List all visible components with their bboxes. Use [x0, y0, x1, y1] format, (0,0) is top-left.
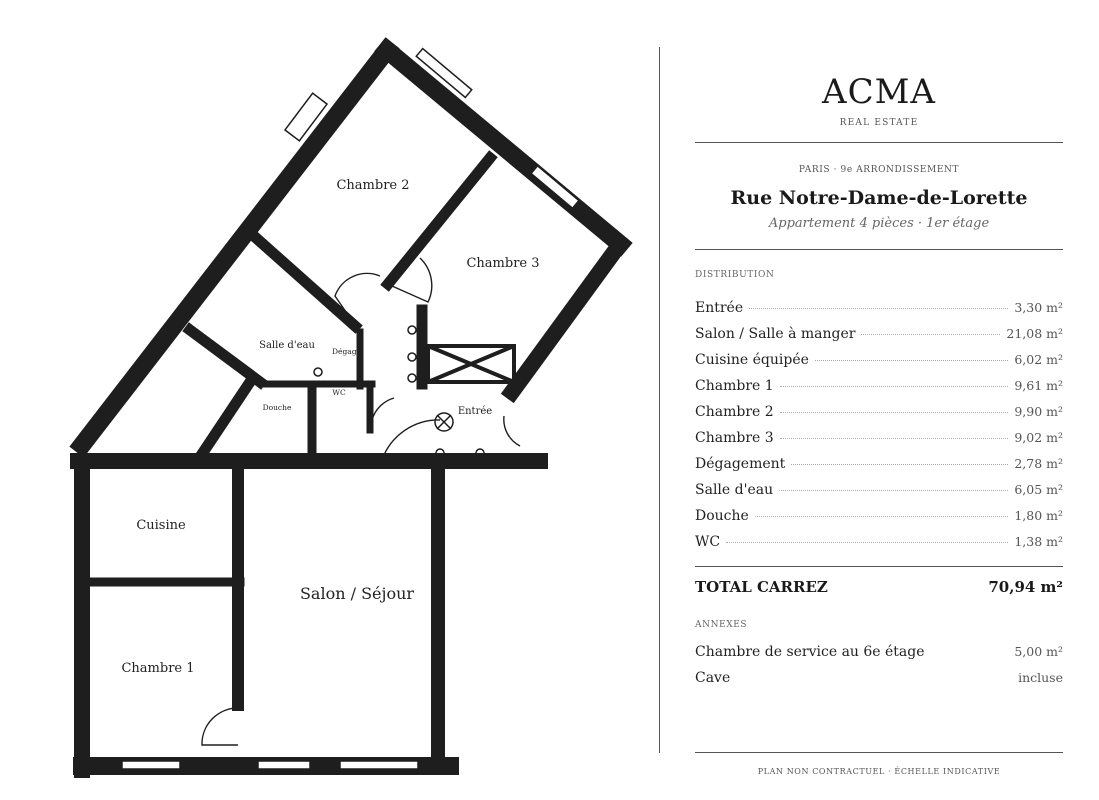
leader-dots: [861, 334, 1000, 335]
leader-dots: [780, 438, 1009, 439]
room-value: 9,90 m²: [1014, 404, 1063, 419]
total-value: 70,94 m²: [988, 578, 1063, 596]
brand-name: ACMA: [822, 72, 936, 112]
label-salle-eau: Salle d'eau: [259, 340, 315, 351]
room-value: 6,05 m²: [1014, 482, 1063, 497]
leader-dots: [780, 412, 1009, 413]
leader-dots: [791, 464, 1008, 465]
annex-row: [695, 644, 1063, 660]
room-label: Salle d'eau: [695, 482, 774, 498]
leader-dots: [749, 308, 1008, 309]
room-row: [695, 352, 1063, 372]
room-value: 1,80 m²: [1014, 508, 1063, 523]
annexes-heading: ANNEXES: [695, 620, 748, 630]
room-value: 9,61 m²: [1014, 378, 1063, 393]
room-label: Salon / Salle à manger: [695, 326, 856, 342]
leader-dots: [780, 386, 1009, 387]
rule-mid: [695, 249, 1063, 250]
distribution-heading: DISTRIBUTION: [695, 270, 775, 280]
annex-label: Chambre de service au 6e étage: [695, 644, 925, 660]
label-salon: Salon / Séjour: [299, 584, 415, 603]
room-row: [695, 404, 1063, 424]
annex-row: [695, 670, 1063, 686]
room-label: Douche: [695, 508, 749, 524]
rule-top: [695, 142, 1063, 143]
room-label: Chambre 2: [695, 404, 774, 420]
door-palier: [504, 416, 520, 446]
total-row: [695, 578, 1063, 596]
room-value: 3,30 m²: [1014, 300, 1063, 315]
label-degagt: Dégagt.: [332, 347, 362, 356]
label-chambre3: Chambre 3: [466, 256, 540, 271]
outlet-3: [408, 374, 416, 382]
label-douche: Douche: [262, 403, 292, 412]
room-row: [695, 508, 1063, 528]
room-value: 9,02 m²: [1014, 430, 1063, 445]
annex-label: Cave: [695, 670, 731, 686]
outlet-2: [408, 353, 416, 361]
footer-note: PLAN NON CONTRACTUEL · ÉCHELLE INDICATIVE: [757, 767, 1001, 776]
room-row: [695, 430, 1063, 450]
label-wc: WC: [332, 388, 346, 397]
wall-douche-left: [198, 385, 248, 460]
apartment-subtitle: Appartement 4 pièces · 1er étage: [768, 216, 990, 231]
location: PARIS · 9e ARRONDISSEMENT: [798, 165, 960, 175]
room-label: Chambre 3: [695, 430, 774, 446]
room-label: Chambre 1: [695, 378, 774, 394]
room-label: WC: [695, 534, 721, 550]
wall-sde-left: [190, 330, 260, 382]
rule-bottom: [695, 752, 1063, 753]
label-chambre1: Chambre 1: [121, 661, 195, 676]
outlet-6: [314, 368, 322, 376]
outlet-1: [408, 326, 416, 334]
annex-value: 5,00 m²: [1014, 644, 1063, 659]
room-label: Dégagement: [695, 456, 786, 472]
leader-dots: [755, 516, 1009, 517]
info-panel: [695, 0, 1063, 800]
room-row: [695, 482, 1063, 502]
door-wc: [372, 398, 394, 420]
rule-total: [695, 566, 1063, 567]
label-chambre2: Chambre 2: [336, 178, 410, 193]
room-value: 2,78 m²: [1014, 456, 1063, 471]
annex-value: incluse: [1018, 670, 1063, 685]
leader-dots: [779, 490, 1008, 491]
door-chambre1: [202, 708, 238, 745]
room-value: 21,08 m²: [1006, 326, 1063, 341]
label-entree: Entrée: [457, 406, 493, 417]
leader-dots: [726, 542, 1008, 543]
window-lower-1: [122, 761, 180, 769]
wall-chambre2-sde: [255, 237, 355, 326]
closet-cross: [428, 346, 514, 382]
room-row: [695, 456, 1063, 476]
label-cuisine: Cuisine: [136, 518, 186, 533]
room-label: Entrée: [695, 300, 744, 316]
wall-outer-top: [387, 50, 620, 244]
room-row: [695, 534, 1063, 554]
room-label: Cuisine équipée: [695, 352, 809, 368]
window-lower-3: [340, 761, 418, 769]
window-lower-2: [258, 761, 310, 769]
room-row: [695, 378, 1063, 398]
leader-dots: [815, 360, 1008, 361]
panel-divider: [659, 47, 660, 753]
total-label: TOTAL CARREZ: [695, 578, 828, 596]
room-row: [695, 326, 1063, 346]
room-row: [695, 300, 1063, 320]
room-value: 1,38 m²: [1014, 534, 1063, 549]
brand-tagline: REAL ESTATE: [839, 118, 919, 128]
room-value: 6,02 m²: [1014, 352, 1063, 367]
street-title: Rue Notre-Dame-de-Lorette: [730, 187, 1028, 209]
